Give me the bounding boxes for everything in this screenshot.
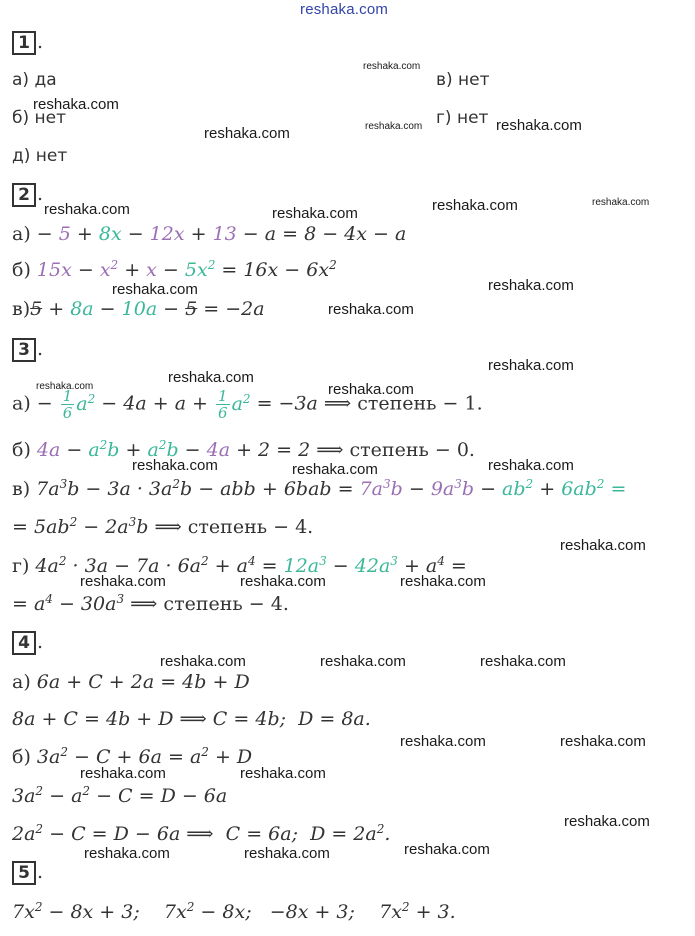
watermark: reshaka.com [292,461,378,478]
watermark: reshaka.com [80,573,166,590]
watermark: reshaka.com [363,61,421,72]
task-4-line-5: $2a^2 - C = D - 6a$ ⟹ C = 6a; $D = 2a^2$. [12,822,391,845]
watermark: reshaka.com [432,197,518,214]
task-5-line: $7x^2 - 8x + 3$; $7x^2 - 8x$; −8x + 3; $7x^2 + 3$. [12,900,456,923]
watermark: reshaka.com [560,733,646,750]
task-4-line-1: а) 6a + C + 2a = 4b + D [12,671,250,693]
task-4-number: 4 [12,631,36,655]
watermark: reshaka.com [132,457,218,474]
watermark: reshaka.com [160,653,246,670]
watermark: reshaka.com [168,369,254,386]
task-1-answer-d: д) нет [12,146,68,166]
watermark: reshaka.com [365,121,423,132]
watermark: reshaka.com [480,653,566,670]
watermark: reshaka.com [240,573,326,590]
task-2-number: 2 [12,183,36,207]
task-3-line-g2: = $a^4 - 30a^3$ ⟹ степень − 4. [12,592,289,615]
task-3-number: 3 [12,338,36,362]
task-1-answer-g: г) нет [436,108,489,128]
watermark: reshaka.com [488,277,574,294]
task-3-line-b: б) $4a - a^2b + a^2b - 4a + 2 = 2$ ⟹ степень − 0. [12,438,475,461]
task-2-line-a: а) − 5 + 8x − 12x + 13 − a = 8 − 4x − a [12,223,407,245]
task-4-line-3: б) $3a^2 - C + 6a = a^2 + D$ [12,745,253,768]
task-1-number: 1 [12,31,36,55]
task-3-line-a: а) − $\frac{1}{6}$ $a^2 - 4a + a$ + $\frac{1}{6}$ $a^2 = -3a$ ⟹ степень − 1. [12,387,483,422]
watermark: reshaka.com [244,845,330,862]
watermark: reshaka.com [328,381,414,398]
task-3-dot: . [37,338,44,360]
task-3-line-v2: = $5ab^2 - 2a^3b$ ⟹ степень − 4. [12,515,314,538]
watermark: reshaka.com [488,457,574,474]
task-1-answer-a: а) да [12,70,57,90]
watermark: reshaka.com [112,281,198,298]
watermark: reshaka.com [560,537,646,554]
task-3-line-g1: г) $4a^2 \cdot 3a - 7a \cdot 6a^2 + a^4 = 12a^3 - 42a^3 + a^4$ = [12,554,467,577]
watermark: reshaka.com [44,201,130,218]
watermark: reshaka.com [592,197,650,208]
task-1-answer-b: б) нет [12,108,66,128]
task-2-line-v: в)5 + 8a − 10a − 5 = −2a [12,298,265,320]
task-2-dot: . [37,183,44,205]
watermark: reshaka.com [36,381,94,392]
task-4-line-2: 8a + C = 4b + D ⟹ C = 4b; D = 8a. [12,708,371,730]
watermark: reshaka.com [328,301,414,318]
watermark: reshaka.com [272,205,358,222]
watermark: reshaka.com [80,765,166,782]
watermark: reshaka.com [400,733,486,750]
watermark: reshaka.com [564,813,650,830]
watermark: reshaka.com [33,96,119,113]
site-header-watermark: reshaka.com [300,1,389,18]
watermark: reshaka.com [404,841,490,858]
watermark: reshaka.com [400,573,486,590]
task-4-dot: . [37,631,44,653]
watermark: reshaka.com [84,845,170,862]
watermark: reshaka.com [496,117,582,134]
task-4-line-4: $3a^2 - a^2 - C = D - 6a$ [12,784,228,807]
watermark: reshaka.com [488,357,574,374]
task-1-dot: . [37,31,44,53]
task-1-answer-v: в) нет [436,70,490,90]
watermark: reshaka.com [320,653,406,670]
watermark: reshaka.com [240,765,326,782]
task-5-number: 5 [12,861,36,885]
watermark: reshaka.com [204,125,290,142]
task-2-line-b: б) $15x - x^2 + x - 5x^2 = 16x - 6x^2$ [12,258,337,281]
task-3-line-v1: в) $7a^3b - 3a \cdot 3a^2b$ − abb + $6bab = 7a^3b - 9a^3b - ab^2 + 6ab^2$ = [12,477,627,500]
task-5-dot: . [37,861,44,883]
